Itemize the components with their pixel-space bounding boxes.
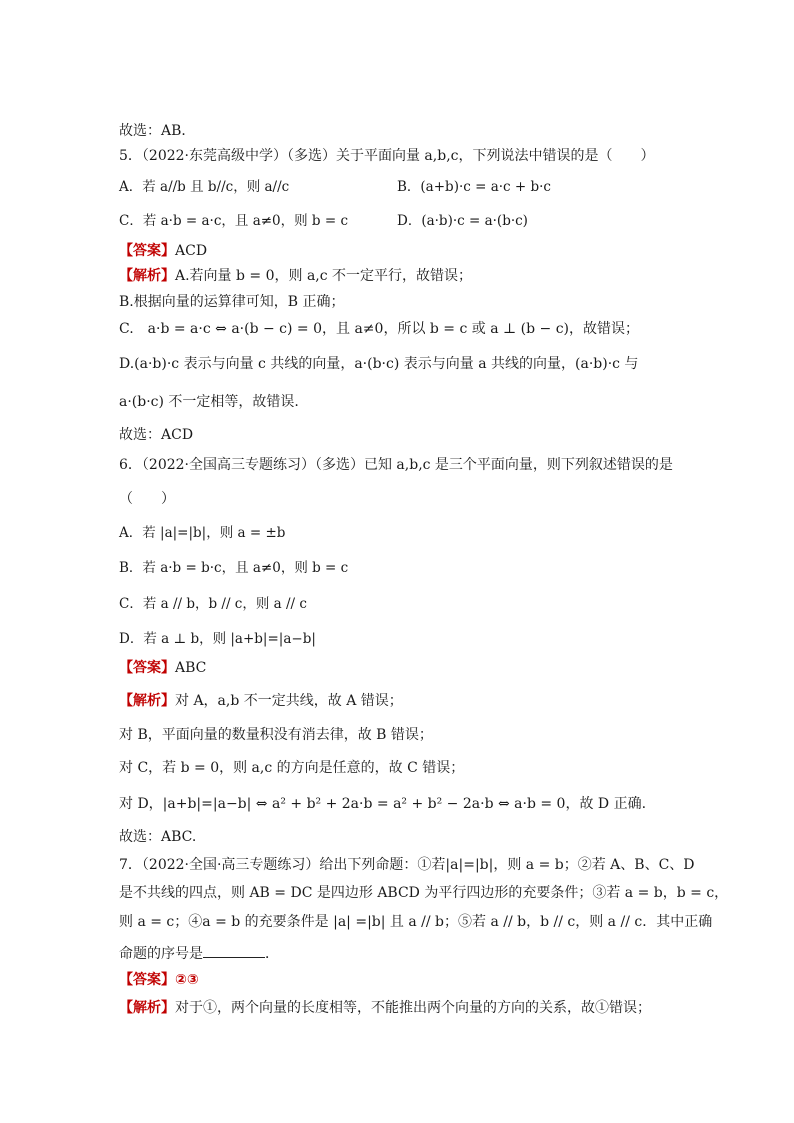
q6-option-d: D．若 a ⊥ b，则 |a+b|=|a−b|	[119, 631, 316, 647]
q7-stem-4-end: ．	[265, 946, 279, 962]
answer-value: ABC	[175, 660, 207, 676]
q5-analysis-2: B.根据向量的运算律可知，B 正确；	[119, 294, 345, 310]
q6-option-a: A．若 |a|=|b|，则 a = ±b	[119, 525, 286, 541]
q6-option-b: B．若 a·b = b·c，且 a≠0，则 b = c	[119, 560, 349, 576]
analysis-text: 对 A，a,b 不一定共线，故 A 错误；	[175, 693, 403, 709]
q5-option-d: D．(a·b)·c = a·(b·c)	[397, 213, 528, 229]
q6-analysis-1	[119, 692, 403, 710]
q5-conclusion: 故选：ACD	[119, 427, 194, 443]
analysis-tag: 【解析】	[119, 1000, 175, 1016]
prev-answer-line: 故选：AB．	[119, 123, 196, 139]
answer-value: ②③	[175, 972, 199, 988]
q6-analysis-3: 对 C，若 b = 0，则 a,c 的方向是任意的，故 C 错误；	[119, 760, 465, 776]
q5-analysis-1	[119, 267, 472, 285]
q6-option-c: C．若 a // b，b // c，则 a // c	[119, 596, 307, 612]
analysis-text: 对于①，两个向量的长度相等，不能推出两个向量的方向的关系，故①错误；	[175, 1000, 651, 1016]
answer-tag: 【答案】	[119, 660, 175, 676]
q6-stem-2: （ ）	[119, 491, 175, 507]
q6-answer	[119, 659, 206, 677]
q7-stem-3: 则 a = c；④a = b 的充要条件是 |a| =|b| 且 a // b；⑤若 a // b，b // c，则 a // c．其中正确	[119, 914, 713, 930]
q5-answer	[119, 242, 207, 260]
answer-value: ACD	[175, 243, 208, 259]
q6-analysis-2: 对 B，平面向量的数量积没有消去律，故 B 错误；	[119, 727, 433, 743]
q5-analysis-5: a·(b·c) 不一定相等，故错误.	[119, 394, 299, 410]
q7-stem-2: 是不共线的四点，则 AB = DC 是四边形 ABCD 为平行四边形的充要条件；③若 a = b，b = c，	[119, 885, 729, 901]
q7-analysis-1	[119, 999, 651, 1017]
analysis-tag: 【解析】	[119, 693, 175, 709]
q6-analysis-4: 对 D，|a+b|=|a−b| ⇔ a² + b² + 2a·b = a² + b² − 2a·b ⇔ a·b = 0，故 D 正确.	[119, 796, 647, 812]
q5-option-c: C．若 a·b = a·c，且 a≠0，则 b = c	[119, 213, 349, 229]
q7-answer	[119, 971, 199, 989]
q7-stem-4-text: 命题的序号是	[119, 946, 203, 962]
q7-stem-4	[119, 943, 279, 963]
q5-analysis-4: D.(a·b)·c 表示与向量 c 共线的向量，a·(b·c) 表示与向量 a 共线的向量，(a·b)·c 与	[119, 356, 639, 372]
q6-stem-1: 6．（2022·全国高三专题练习）（多选）已知 a,b,c 是三个平面向量，则下列叙述错误的是	[119, 457, 673, 473]
q5-stem: 5．（2022·东莞高级中学）（多选）关于平面向量 a,b,c，下列说法中错误的是（ ）	[119, 148, 655, 164]
q5-analysis-3: C. a·b = a·c ⇔ a·(b − c) = 0，且 a≠0，所以 b = c 或 a ⊥ (b − c)，故错误；	[119, 321, 640, 337]
q6-conclusion: 故选：ABC.	[119, 829, 197, 845]
answer-blank	[203, 943, 265, 958]
q5-option-a: A．若 a//b 且 b//c，则 a//c	[119, 179, 290, 195]
q5-option-b: B．(a+b)·c = a·c + b·c	[397, 179, 551, 195]
analysis-tag: 【解析】	[119, 268, 175, 284]
answer-tag: 【答案】	[119, 972, 175, 988]
analysis-text: A.若向量 b = 0，则 a,c 不一定平行，故错误；	[175, 268, 473, 284]
q7-stem-1: 7．（2022·全国·高三专题练习）给出下列命题：①若|a|=|b|，则 a = b；②若 A、B、C、D	[119, 857, 695, 873]
answer-tag: 【答案】	[119, 243, 175, 259]
